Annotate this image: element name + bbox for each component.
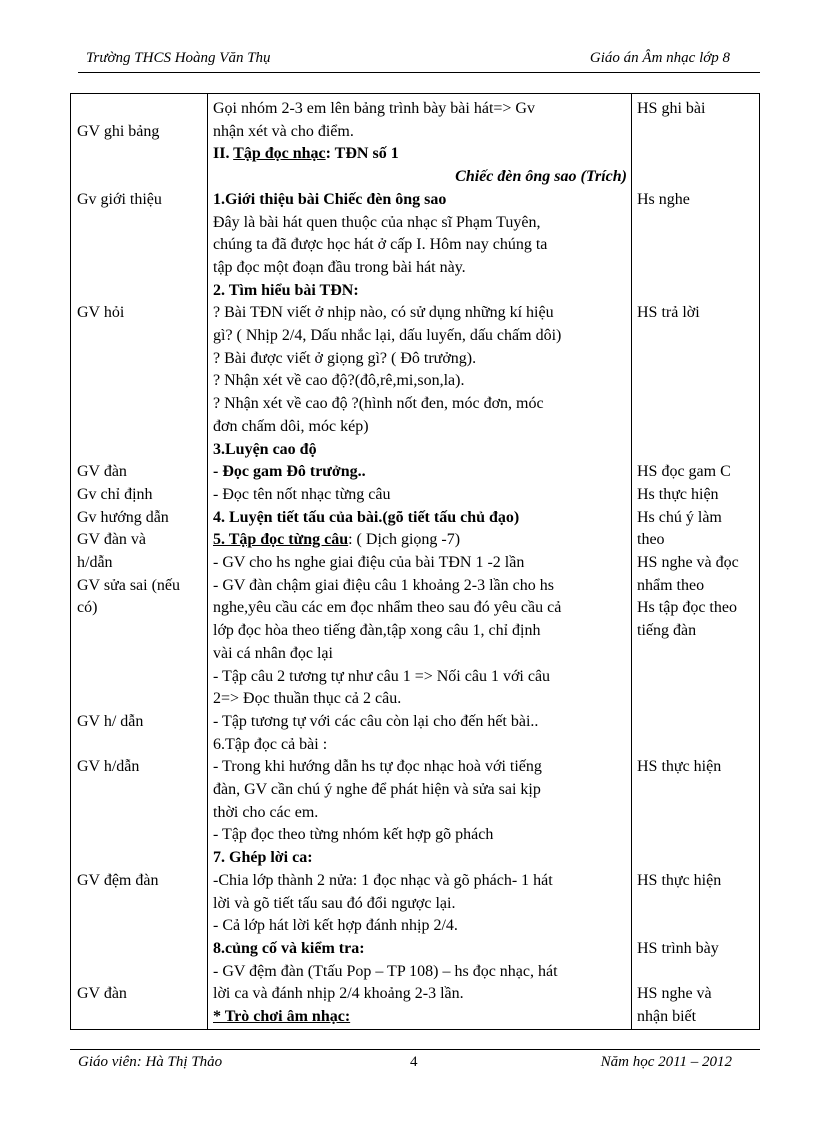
- student-cell: Hs chú ý làm: [637, 508, 722, 526]
- teacher-cell: có): [77, 599, 98, 617]
- student-cell: HS đọc gam C: [637, 463, 731, 481]
- content-cell: 8.củng cố và kiểm tra:: [213, 939, 365, 957]
- teacher-cell: GV đệm đàn: [77, 871, 159, 889]
- content-cell: 4. Luyện tiết tấu của bài.(gõ tiết tấu chủ đạo): [213, 508, 520, 526]
- teacher-cell: GV đàn: [77, 463, 127, 481]
- content-cell: gì? ( Nhịp 2/4, Dấu nhắc lại, dấu luyến, dấu chấm dôi): [213, 327, 562, 344]
- student-cell: tiếng đàn: [637, 622, 697, 640]
- content-cell: - GV cho hs nghe giai điệu của bài TĐN 1 -2 lần: [213, 554, 525, 571]
- student-cell: nhẩm theo: [637, 576, 705, 594]
- footer-year: Năm học 2011 – 2012: [600, 1054, 732, 1070]
- content-cell: - Đọc tên nốt nhạc từng câu: [213, 485, 391, 503]
- column-divider-1: [207, 94, 208, 1029]
- teacher-cell: GV ghi bảng: [77, 122, 160, 140]
- content-cell: ? Nhận xét về cao độ?(đô,rê,mi,son,la).: [213, 372, 465, 390]
- content-cell: nghe,yêu cầu các em đọc nhẩm theo sau đó yêu cầu cả: [213, 599, 562, 617]
- content-cell: chúng ta đã được học hát ở cấp I. Hôm nay chúng ta: [213, 236, 548, 254]
- content-cell: Đây là bài hát quen thuộc của nhạc sĩ Phạm Tuyên,: [213, 213, 541, 231]
- heading-suffix: : ( Dịch giọng -7): [348, 531, 461, 549]
- content-cell: Gọi nhóm 2-3 em lên bảng trình bày bài hát=> Gv: [213, 100, 535, 117]
- content-cell: lớp đọc hòa theo tiếng đàn,tập xong câu 1, chỉ định: [213, 622, 541, 640]
- student-cell: HS thực hiện: [637, 871, 722, 889]
- footer-rule: [70, 1049, 760, 1050]
- content-cell: 6.Tập đọc cả bài :: [213, 735, 328, 753]
- teacher-cell: GV h/dẫn: [77, 758, 140, 776]
- section-heading-sentence-reading: [213, 529, 627, 552]
- content-cell: ? Bài được viết ở giọng gì? ( Đô trưởng).: [213, 349, 477, 367]
- content-cell: - Tập tương tự với các câu còn lại cho đến hết bài..: [213, 712, 539, 730]
- content-cell: thời cho các em.: [213, 803, 319, 821]
- teacher-cell: GV đàn: [77, 985, 127, 1003]
- content-cell: ? Nhận xét về cao độ ?(hình nốt đen, móc đơn, móc: [213, 395, 544, 413]
- student-cell: HS trả lời: [637, 304, 700, 322]
- page-number: 4: [410, 1054, 418, 1070]
- lesson-table: [70, 93, 760, 1030]
- content-cell: 1.Giới thiệu bài Chiếc đèn ông sao: [213, 190, 447, 208]
- footer-teacher: Giáo viên: Hà Thị Thảo: [78, 1054, 223, 1070]
- student-cell: nhận biết: [637, 1008, 697, 1025]
- content-cell: - Tập đọc theo từng nhóm kết hợp gõ phách: [213, 826, 494, 844]
- heading-prefix: II.: [213, 145, 234, 163]
- teacher-cell: GV sửa sai (nếu: [77, 576, 181, 594]
- student-cell: HS nghe và: [637, 985, 712, 1003]
- content-cell: đàn, GV cần chú ý nghe để phát hiện và sửa sai kịp: [213, 781, 541, 798]
- content-cell: lời ca và đánh nhịp 2/4 khoảng 2-3 lần.: [213, 985, 464, 1003]
- heading-underlined: Tập đọc nhạc: [233, 145, 326, 163]
- section-heading-reading: [213, 143, 627, 166]
- content-cell: ? Bài TĐN viết ở nhịp nào, có sử dụng những kí hiệu: [213, 304, 554, 322]
- student-cell: Hs thực hiện: [637, 485, 719, 503]
- teacher-cell: GV h/ dẫn: [77, 712, 144, 730]
- student-cell: HS thực hiện: [637, 758, 722, 776]
- content-cell: 3.Luyện cao độ: [213, 440, 317, 458]
- teacher-cell: Gv hướng dẫn: [77, 508, 169, 526]
- student-cell: HS nghe và đọc: [637, 554, 739, 571]
- page-header: [78, 48, 738, 70]
- content-cell: - Cả lớp hát lời kết hợp đánh nhịp 2/4.: [213, 917, 458, 935]
- content-cell: -Chia lớp thành 2 nửa: 1 đọc nhạc và gõ phách- 1 hát: [213, 871, 553, 889]
- heading-suffix: : TĐN số 1: [325, 145, 399, 163]
- content-cell: vài cá nhân đọc lại: [213, 644, 333, 662]
- content-cell: - Đọc gam Đô trưởng..: [213, 463, 366, 481]
- student-cell: HS ghi bài: [637, 100, 706, 117]
- content-cell: đơn chấm dôi, móc kép): [213, 417, 369, 435]
- student-cell: Hs tập đọc theo: [637, 599, 737, 617]
- content-cell: 2. Tìm hiểu bài TĐN:: [213, 281, 359, 299]
- header-school: Trường THCS Hoàng Văn Thụ: [86, 50, 271, 66]
- teacher-cell: Gv chỉ định: [77, 485, 153, 503]
- content-cell: nhận xét và cho điểm.: [213, 122, 354, 140]
- content-cell: 2=> Đọc thuần thục cả 2 câu.: [213, 690, 402, 708]
- student-cell: theo: [637, 531, 665, 549]
- teacher-cell: GV đàn và: [77, 531, 147, 549]
- header-subject: Giáo án Âm nhạc lớp 8: [589, 50, 730, 66]
- column-divider-2: [631, 94, 632, 1029]
- teacher-cell: GV hỏi: [77, 304, 125, 322]
- content-cell: - Tập câu 2 tương tự như câu 1 => Nối câu 1 với câu: [213, 667, 551, 685]
- content-cell: - GV đệm đàn (Ttấu Pop – TP 108) – hs đọc nhạc, hát: [213, 962, 558, 980]
- heading-underlined: 5. Tập đọc từng câu: [213, 531, 349, 549]
- teacher-cell: h/dẫn: [77, 554, 113, 571]
- content-cell: * Trò chơi âm nhạc:: [213, 1008, 351, 1025]
- content-cell: tập đọc một đoạn đầu trong bài hát này.: [213, 258, 466, 276]
- content-cell: - Trong khi hướng dẫn hs tự đọc nhạc hoà với tiếng: [213, 758, 542, 776]
- content-cell: lời và gõ tiết tấu sau đó đổi ngược lại.: [213, 894, 456, 912]
- song-title: Chiếc đèn ông sao (Trích): [455, 168, 627, 186]
- student-cell: HS trình bày: [637, 939, 719, 957]
- content-cell: 7. Ghép lời ca:: [213, 849, 313, 867]
- student-cell: Hs nghe: [637, 190, 690, 208]
- content-cell: - GV đàn chậm giai điệu câu 1 khoảng 2-3 lần cho hs: [213, 576, 554, 594]
- teacher-cell: Gv giới thiệu: [77, 190, 162, 208]
- header-rule: [78, 72, 760, 73]
